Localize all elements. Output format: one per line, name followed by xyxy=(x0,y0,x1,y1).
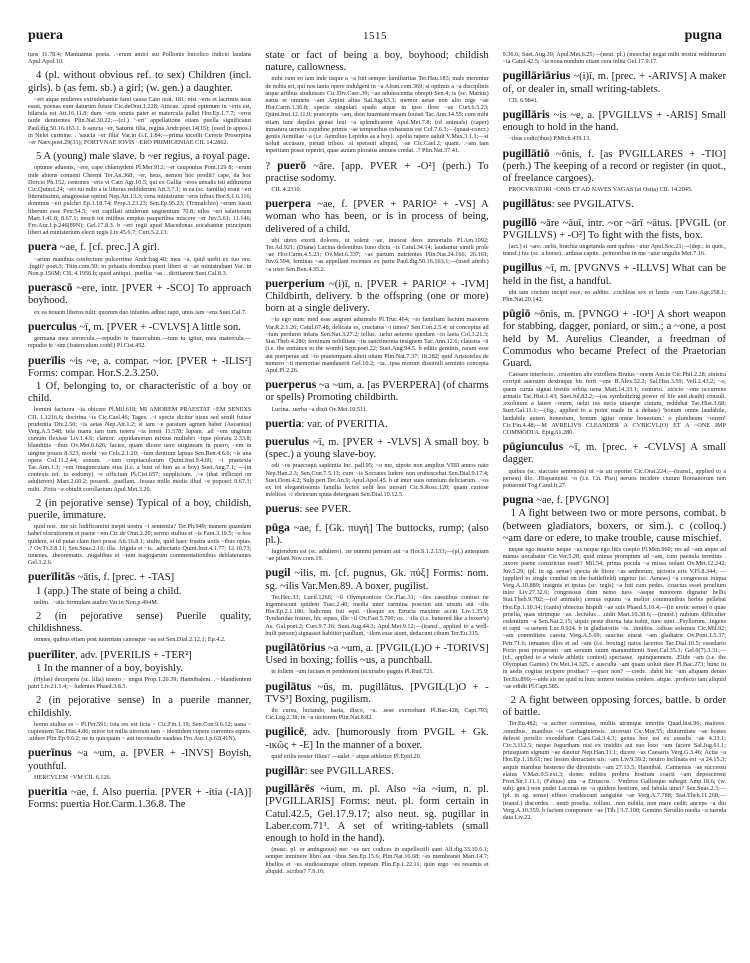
entry-definition: ~ōnis, f. [as PVGILLARES + -TIO] (perh.) The keeping of a record or register (in quot., of freelance cargoes). xyxy=(502,148,726,185)
dictionary-entry xyxy=(28,786,251,811)
entry-citations: (act.) si ~are. .uelis, brachia ungetanda sunt quibus ~atur Apul.Soc.21;—(dep.; in quot., transf.) hic (sc. a horse). .arduus capite. .primoribus in me ~atur ungulis Met.7.16. xyxy=(502,243,726,258)
dictionary-entry xyxy=(28,355,251,493)
entry-citations: quibus (sc. staccato sentences) ut ~is uti oportet Cic.Orat.224;—(transf., applied to a person) illo. .Hispaniensi ~o (i.e. Cn. Piso) neruos incidere ciuium Romanorum non potuerunt Tog.Cand.fr.27. xyxy=(502,467,726,489)
entry-sense: 2 (in pejorative sense) Typical of a boy, childish, puerile, immature. xyxy=(28,497,252,521)
dictionary-entry xyxy=(265,198,488,273)
entry-sense: 4 (pl. without obvious ref. to sex) Children (incl. girls). b (as fem. sb.) a girl; (w. gen.) a daughter. xyxy=(28,70,252,94)
entry-definition: ~ī, m. [prec. + -CVLVS] A small dagger. xyxy=(502,442,726,466)
entry-lemma: puerīliter xyxy=(28,647,76,661)
dictionary-entry xyxy=(28,282,251,316)
entry-citations: ~ibus codic(ibus) P.Mich.439.13. xyxy=(508,135,591,143)
dictionary-entry xyxy=(265,418,488,431)
entry-lemma: puera xyxy=(28,240,57,254)
entry-definition: ~ae, f. [cf. prec.] A girl. xyxy=(56,242,160,254)
dictionary-entry xyxy=(265,567,488,637)
entry-sense: 2 A fight between opposing forces, battle. b order of battle. xyxy=(502,695,726,719)
entry-lemma: pugilātōrius xyxy=(265,640,326,654)
entry-citations: PROCVRATORI ~ONIS ET AD NAVES VAGAS (at Ostia) CIL 14.2045. xyxy=(508,186,693,194)
entry-citations: optume aduenis, ~ere, cape chlamydem Pl.Mer.912; ~er cauponius Pom.129 8; ~erum inde abiens conueni Chremi Ter.An.368; ~er, heus, nemon hoc prodit? cape, da hoc Dorcio Ph.152; centones ~eris vi Cato Agr.10.5; qui ex Gallia ~eros uenalis isti adduxerat Cic.Quinct.24; ~eri tui mihi a te litteras reddiderunt Att.3.7.1; in ea (sc. familia) erant ~eri litteratissimi, anagnostae optimi Nep.Att.13.3; cena ministratur ~eris tribus Hor.S.1.6.116; dominus ~eri pulchri Ep.1.18.74; Prop.3.23.23; Sen.Ep.95.23; (Trimalchio) ~erum iussit liberum esse Petr.54.5; ~eri capillati attulerunt unguentum 70.8; uiles ~eri salariorum Mart.1.41.8; 8.67.1; nescit tot milibus emptus pauperibus miscere ~er Juv.5.61; 11.146; Fro.Aur.1.p.246(89N); Gel.17.8.3. b ~eri regii apud Macedonas uocabantur principum liberi ad ministerium electi regis Liv.45.6.7; Curt.5.2.13. xyxy=(28,164,252,237)
dictionary-entry xyxy=(28,695,251,742)
dictionary-entry xyxy=(503,262,726,303)
entry-lemma: pugillus xyxy=(502,261,542,275)
dictionary-entry xyxy=(503,695,726,821)
entry-heading xyxy=(28,321,251,334)
dictionary-entry xyxy=(265,783,488,875)
entry-heading xyxy=(265,567,488,592)
entry-citations: Ter.Eu.482; ~a acriter commissa, multis utrimque interitis Quad.hist.96; maiores. .omnibus. .manibus ~is Carthaginiensis. .uicerunt Cic.Mur.55; diuturnitate ~ae hostes defessi proelio excedebant Caes.Gal.3.4.3; genus hoc est ex essedis ~ae 4.33.1; Civ.3.112.5; neque Iugurtham nisi ex insidiis aut suo loco ~am facere Sal.Jug.61.1; priusquam signum ~ae daretur Nep.Han.11.1; dicere ~as Caesaris Verg.G.3.46; Actia ~a Hor.Ep.1.18.61; nec hostes detractare uis: ~am Liv.9.39.2; neutro inclinata est ~a 24.15.3; aequis manibus hesterno die diremistis ~am 27.13.5; Hannibal. .Cannensis ~ae successu elatus V.Max.9.5.ext.3; donec milites probris hostium coacti ~am deposcerent Fron.Str.1.11.1; (Fabius) una ~a Etruscos. . Vmbros Gallosque subegit Amp.18.6; (w. subj. gen.) non pudet Laconas ne ~a quidem hostium, sed fabula uinci? Sen.Suas.2.3;—(pl. in sg. sense) effuso crudescunt sanguine ~ae Verg.A.7.788; Stat.Theb.11.268;—(transf.) discordes. . uenti proelia. .tollunt. .non nubila, non mare cedit; anceps ~a diu Verg.A.10.359. b faciem componere ~ae [Tib.] 3.7.100; Gemino Seruilio media ~a tuenda data Liv.22. xyxy=(502,720,726,822)
dictionary-entry xyxy=(503,217,726,258)
entry-heading xyxy=(503,70,726,95)
entry-definition: ~ātis, f. [prec. + -TAS] xyxy=(75,572,175,584)
dictionary-entry xyxy=(265,726,488,760)
entry-citations: uelim. .~atis formulam audire Var.in Non.p.494M. xyxy=(34,598,159,606)
entry-citations: te follem ~um faciam et pendentem incursabo pugnis Pl.Rud.721. xyxy=(271,668,434,676)
entry-definition: ~(i)ī, n. [PVER + PARIO² + -IVM] Childbirth, delivery. b the offspring (one or more) born at a single delivery. xyxy=(265,278,489,315)
dictionary-entry xyxy=(503,109,726,143)
entry-lemma: pūga xyxy=(265,520,290,534)
entry-definition: ~ae, f. [PVER + PARIO² + -VS] A woman who has been, or is in process of being, delivered of a child. xyxy=(265,199,489,235)
entry-heading xyxy=(265,278,488,316)
entry-citations: ~eri atque mulieres extrudebantur fami causa Cato orat. 181; nisi ~eris et lacrimis usus esset, poenas eum daturum fuisse Cic.deOrat.1.228; Atticae. .quod optimum in ~eris est, hilarula est Att.16.11.8; dum ~eris omnis pater et matercula pallet Hor.Ep.1.7.7; ~eros tarde dentientes Plin.Nat.30.22;—(cf.) '~eri' appellatione etiam puella significatur Paul.dig.50.16.163.1. b sancta ~er, Saturni filia, regina Andr.poet.14(15); (used in appos.) in Nelei carmine. . 'saucia ~er filia' Var.in G.L.1.84;—prima incedit Cereris Proserpina ~er Naev.poet.29(31); FORTVNAE IOVIS ~ERO PRIMIGENIAE CIL 14.2862. xyxy=(28,95,252,147)
entry-lemma: pugillāriārius xyxy=(502,69,571,83)
entry-citations: CIL 4.2310. xyxy=(271,186,302,194)
entry-citations: (masc. pl. or ambiguous) nec ~es nec codices in supellectili sunt Alf.dig.33.10.6.1; semper inminere libro aut ~ibus Sen.Ep.15.6; Plin.Nat.16.68; ~es membranei Mart.14.7; libellos et ~es studiosumque otium repetam Plin.Ep.1.22.11; quin ergo ~es resumis et aliquid. .scribis? 7.9.16; xyxy=(265,846,489,875)
entry-lemma: pugna xyxy=(502,493,534,507)
entry-heading xyxy=(28,786,251,811)
dictionary-entry xyxy=(265,379,488,413)
entry-definition: ~ūs, m. pugillātus. [PVGIL(L)O + -TVS³] Boxing, pugilism. xyxy=(265,681,489,705)
entry-sense: 1 A fight between two or more persons, combat. b (between gladiators, boxers, or sim.). c (colloq.) ~am dare or edere, to make trouble, cause mischief. xyxy=(502,508,726,544)
entry-definition: ~ōnis, m. [PVNGO + -IO¹] A short weapon for stabbing, dagger, poniard, or sim.; a ~one, a post held by M. Aurelius Cleander, a freedman of Commodus who became Prefect of the Praetorian Guard. xyxy=(502,309,726,370)
dictionary-entry xyxy=(28,321,251,350)
entry-citations: 9.36.6; Suet.Aug.39; Apul.Met.6.25;—(neut. pl.) (moecha) negat mihi nostra redditurum ~ia Catul.42.5; ~ia noua nondum etiam cera inlita Gel.17.9.17. xyxy=(502,51,726,66)
entry-definition: ~ī, m. [PVER + -CVLVS] A little son. xyxy=(76,321,241,333)
entry-citations: ubi iam coctum incipit esse, eo addito. .cochleas sex et lentis ~um Cato Agr.158.1; Plin.Nat.20.142. xyxy=(502,288,726,304)
entry-lemma: puerō xyxy=(277,158,307,172)
dictionary-entry xyxy=(503,51,726,65)
entry-sense: 1 Of, belonging to, or characteristic of a boy or child. xyxy=(28,380,252,405)
entry-citations: tuos 11.78.4; Mantuanus poeta. .~erum amici sui Pollionis bucolico indicio laudans Apul.Apol.10. xyxy=(28,51,252,66)
entry-lemma: puerperus xyxy=(265,378,317,392)
entry-citations: ubi utero exorti dolores, ut solent ~ae, inuocat deos inmortalis Pl.Am.1092; Ter.Ad.921; (Diana) Lucina dolentibus Iuno dicta ~is Catul.34.14; laudantur simili prole ~ae Hor.Carm.4.5.23; Ov.Met.6.337; ~as partum nutrientes Plin.Nat.24.166; 26.161; Juv.6.594; feminas ~as appellant recentes ex partu Paul.dig.50.16.163.1;—(used attrib.) ~a uxor Sen.Ben.4.35.2. xyxy=(265,236,489,273)
entry-heading xyxy=(265,436,488,461)
entry-heading xyxy=(503,109,726,134)
entry-lemma: puerīlitās xyxy=(28,570,76,584)
dictionary-entry xyxy=(28,747,251,781)
entry-heading: state or fact of being a boy, boyhood; childish nature, callowness. xyxy=(265,50,489,74)
entry-definition: ~ere, intr. [PVER + -SCO] To approach boyhood. xyxy=(28,283,252,307)
entry-definition: ~is ~e, a. compar. ~ior. [PVER + -ILIS²] Forms: compar. Hor.S.2.3.250. xyxy=(28,355,252,379)
entry-definition: ~āre. [app. PVER + -O²] (perh.) To practise sodomy. xyxy=(265,160,489,184)
left-running-headword: puera xyxy=(28,28,63,43)
dictionary-entry xyxy=(28,241,251,277)
entry-definition: ~a ~um, a. [PVGIL(L)O + -TORIVS] Used in boxing; follis ~us, a punchball. xyxy=(265,642,489,667)
entry-heading xyxy=(503,148,726,186)
entry-citations: mihi cum eo iam inde usque a ~a fuit semper familiaritas Ter.Hau.183; male merentur de nobis eri, qui nos tanto opere indulgent in ~a Afran.com.369; si optimis a ~a disciplinis atque artibus studuisses Cic.Div.Caec.39; ~ae adulescentia obrepit Sen.4; is (sc. Marius) natus et omnem ~am Arpini altus Sal.Jug.63.3; memor aetae non alio rege ~ae Hor.Carm.1.36.8; specie singulari spado atque in ipso flore ~ae Curt.6.5.23; Quint.Inst.12.11.9; praeceptis ~am, dein iuuentam meam fouisti Tac.Ann.14.55; cum mihi etiam tunc depiles genae leui ~a splendicarent Apul.Met.7.8; (of animals) (caper) inmatura ueneris cupidine primis ~ae temporibus exhaustus est Col.7.6.3;—(quasi-concr.) gentis Aemiliae ~a (i.e. Aemilius Lepidus as a boy). .spolia rapere ualuit V.Max.3.1.1;—si uoluit accusare, pietati tribuo. .si sperauit aliquid, ~ae Cic.Cael.2; quam. .~am tam inperitam posse reperiri, quae auium ploratus annuos credat. .? Plin.Nat.37.41. xyxy=(265,75,489,155)
entry-definition: : see PVER. xyxy=(299,504,351,516)
dictionary-entry xyxy=(265,278,488,374)
column-left xyxy=(28,50,251,960)
entry-definition: ~āre ~āuī, intr. ~or ~ārī ~ātus. [PVGIL (or PVGILLVS) + -O²] To fight with the fists, box. xyxy=(502,217,726,241)
entry-heading xyxy=(28,649,251,662)
entry-definition: ~ī, m. [PVER + -VLVS] A small boy. b (spec.) a young slave-boy. xyxy=(265,436,489,461)
dictionary-entry xyxy=(503,308,726,436)
dictionary-entry xyxy=(265,160,488,194)
entry-heading xyxy=(265,765,488,778)
entry-lemma: pūgiō xyxy=(502,307,531,321)
dictionary-entry xyxy=(265,436,488,498)
entry-heading xyxy=(265,681,488,706)
entry-citations: Caesare interfecto. .cruentum alte extollens Brutus ~onem Ant.in Cic.Phil.2.28; sinistra corripit auersum dextraque bis ferit ~one B.Alex.52.2; Sal.Hist.3.59; Vell.2.43.2; ~o, quem curua signat breuis orbita uena Mart.14.33.1; centurio. .stricto ~one occurrens armatis Tac.Hist.1.43; Suet.Jul.82.2;—(as symbolizing power of life and death) consuli. .exolutum a latere ~onem, uelut ius necis uitaeque ciuium, reddebat Tac.Hist.3.68; Suet.Gal.11.1;—(fig., applied to a point made in a debate) 'bonum omne laudabile, laudabile autem honestum, bonum igitur omne honestum.' o plumbeum ~onem! Cic.Fin.4.48;—M AVRELIVS CLEANDER A CVBICVL(O) ET A ~ONE IMP COMMODI A. Epig.61.280. xyxy=(502,371,726,436)
entry-lemma: pugillātus xyxy=(502,197,552,211)
entry-citations: neque ego insanio neque ~as neque ego litis coepio Pl.Men.960; res ad ~am atque ad manus uocabatur Cic.Ver.5.28; quid minus promptum ad ~am, cum paenula inretitus . .uxore paene constrictus esset? Mil.54; prima pocula ~a missa uolant Ov.Met.12.242; Juv.5.29; (pl. in sg. sense) specta de litore ~as amborum; uictoris eris V.Fl.8.344; —(applied to single combat on the battlefield) urgetur (sc. Aeneas) ~a congressus iniqua Verg.A.10.889; insignis et ipsius (sc. regis) ~a fuit cum pedes. .coactus esset proelium inire Liv.27.32.6; congressus dum nemo tuos ~asque minorem dignatur bellis Stat.Theb.9.782;—(of animals) ceruus equum ~a melior communibus herbis pellebat Hor.Ep.1.10.34; (canis) obiectus hispidi ~ae suis Phaed.5.10.4;—(in erotic sense) o quae proelia, quas utrimque ~as. .lectulus . .uidit Mart.10.38.6;—(transf.) nubium difficulter cedentium ~a Sen.Nat.2.15; siquis peste diurna fata trahit, tunc sunt. .Psyllorum. .ingens et rapti ~a ueneni Luc.9.924. b in gladiatoriis ~is. .timidos. .odisse solemus Cic.Mil.92; ~am committere caestu Verg.A.5.69; saucius eiurat ~am gladiator Ov.Pont.1.5.37; Petr.71.6; inmanes illos et ad ~am (i.e. boxing) natos lacertos Tac.Dial.10.5; essedario Porio post prosperam ~am seruum suum manumittenti Suet.Cal.35.3; Gel.6(7).3.31;—(cf., applied to a whole athletic contest) spectasse. .quinquennem. .Elide ~am (i.e. the Olympian Games) Ov.Met.14.325. c ausculta ~am quam uoluit dare Pl.Bac.273; hunc tu in aedis cogitas recipere posthac? —quor non? —crede. .dabit hic ~am aliquam denuo Ter.Eu.899;—uide sis ne quid tu huic temere insistas credere. atque. .profecto iam aliquid ~ae edidit Pl.Capt.585. xyxy=(502,545,726,690)
entry-heading xyxy=(265,783,488,845)
dictionary-entry xyxy=(265,50,488,155)
entry-heading xyxy=(265,726,488,751)
entry-heading xyxy=(265,418,488,431)
page-number: 1515 xyxy=(363,30,387,42)
entry-lemma: puerperium xyxy=(265,276,325,290)
entry-lemma: puerascō xyxy=(28,281,73,295)
entry-sense: 1 (app.) The state of being a child. xyxy=(36,585,182,597)
dictionary-entry xyxy=(28,649,251,691)
entry-citations: ~arum manibus confectum pulcerrime Andr.frag.40; mea ~a, quid uerbi ex tuo ore. .fugit? poet.3; Titin.com.50; in priuatis domibus pueri liberi et ~ae ministrabant Var. in Non.p.156M; CIL 4.1956.b; quod antiqui. .puellas ~as . .dictitarent Suet.Cal.8.3. xyxy=(28,255,252,278)
entry-citations: ~io ego nunc med esse aegram adsimulo Pl.Truc.464; ~io familiam faciunt maiorem Var.R.2.1.26; Catul.67.48; delicata es, cruciatus ~i times? Sen.Con.2.5.4; ut conceptus ad ~ium perduret infans Sen.Nat.3.27.2; tellus. .uelut aeterno quodam ~io laeta Col.3.21.3; Stat.Theb.4.280; feminum nobilitate ~iis sanctimonia insignem Tac.Ann.12.6; claustra ~ii (i.e. the entrance to the womb) Sept.poet.22; Suet.Aug.94.5. b editis geminis, raram esse aut puerperae aut ~io praeterquam alteri uitam Plin.Nat.7.37; 18.282; quid Aristoteles de numero ~ii memoriae mandauerit Gel.10.2; ~ia. .ipsa morum dissimili seminio concepta Apul.Pl.2.26. xyxy=(265,316,489,374)
entry-heading xyxy=(28,282,251,307)
entry-lemma: pugillārēs xyxy=(265,782,315,796)
entry-heading xyxy=(265,642,488,667)
dictionary-entry xyxy=(503,441,726,489)
entry-definition: ~a ~um, a. [as PVERPERA] (of charms or spells) Promoting childbirth. xyxy=(265,380,489,404)
entry-definition: , adv. [humorously from PVGIL + Gk. -ικῶς + -E] In the manner of a boxer. xyxy=(265,727,489,751)
dictionary-entry xyxy=(503,70,726,104)
entry-heading xyxy=(503,262,726,287)
column-middle xyxy=(265,50,488,960)
entry-heading xyxy=(28,747,251,772)
entry-citations: odi ~os praecoqui sapientia Inc. pall.95; ~o me, utpote non amplius VIIII annos nato Nep.Han.2.3; Sen.Con.7.5.13; cum ~is Socrates ludere non erubescebat Sen.Dial.9.17.4; Suet.Dom.4.2; Sulp.peri.Ter.An.9; Apul.Apol.45. b ut inter suos omnium deliciarum. .~os ex tot elegantissimis familia lectos uelit hos uersari Cic.S.Rosc.120; quam curiose infelices ~i ebriorum sputa detergeant Sen.Dial.10.12.5. xyxy=(265,462,489,499)
entry-citations: HERCVLEM ~VM CIL 6.126. xyxy=(34,773,112,781)
entry-citations: omnes, quibus etiam post iuuentam canosque ~as est Sen.Dial.2.12.1; Ep.4.2. xyxy=(34,636,226,644)
entry-heading xyxy=(28,241,251,254)
entry-definition: ~is ~e, a. [PVGILLVS + -ARIS] Small enough to hold in the hand. xyxy=(502,110,726,134)
entry-definition: , adv. [PVERILIS + -TER²] xyxy=(75,649,192,661)
entry-definition: ~ae, f. Also puertia. [PVER + -itia (-IA)] Forms: puertia Hor.Carm.1.36.8. The xyxy=(28,787,252,811)
entry-lemma: pugillāris xyxy=(502,108,550,122)
dictionary-entry xyxy=(28,51,251,65)
entry-lemma: puerus xyxy=(265,502,300,516)
right-running-headword: pugna xyxy=(684,28,722,43)
dictionary-entry xyxy=(28,571,251,606)
entry-definition: ~ae, f. [PVGNO] xyxy=(533,495,610,507)
entry-definition: : see PVGILLARES. xyxy=(304,766,394,778)
entry-lemma: puerīlis xyxy=(28,353,66,367)
entry-definition: ~(i)ī, m. [prec. + -ARIVS] A maker of, or dealer in, small writing-tablets. xyxy=(502,71,726,95)
dictionary-entry xyxy=(265,642,488,676)
entry-lemma: pugil xyxy=(265,566,291,580)
dictionary-entry xyxy=(28,151,251,236)
entry-lemma: pugillātiō xyxy=(502,146,550,160)
entry-heading xyxy=(503,441,726,466)
entry-lemma: pugilātus xyxy=(265,679,312,693)
entry-lemma: puerculus xyxy=(28,319,77,333)
dictionary-entry xyxy=(503,148,726,194)
entry-lemma: pugillār xyxy=(265,764,305,778)
dictionary-entry xyxy=(28,611,251,644)
entry-sense: 2 (in pejorative sense) In a puerile manner, childishly. xyxy=(28,695,252,719)
entry-lemma: puerpera xyxy=(265,197,312,211)
entry-citations: CIL 6.9841. xyxy=(508,96,539,104)
entry-definition: ~ilis, m. [cf. pugnus, Gk. πύξ] Forms: nom. sg. ~ilis Var.Men.89. A boxer, pugilist. xyxy=(265,568,489,592)
dictionary-entry xyxy=(265,765,488,778)
entry-citations: germana mea sororcula.—repudio te fraterculum.—tum tu igitur, mea matercula.—repudio te ~um (fraterculum codd.) Pl.Cist.452. xyxy=(28,335,252,350)
page-header xyxy=(28,28,722,44)
entry-citations: homini facinora ~ia obicere Pl.Mil.618; MI AMOREM PRAESTAT ~EM SENEXS CIL 1.1216.6; doctrina ~is Cic.Cael.46; Tages. .~i specie dicitur uisus sed senili fuisse prudentia Div.2.50; ~is aetas Nep.Att.1.2; si iam ~e paratum agmen habet (Ascanius) Verg.A.5.548; tela manu iam tum tenera ~ia torsit 11.578; lupam. .ad ~em ungitum cursum flexisse Liv.1.4.6; clamor. .oppidanorum mixtus muliebri ~ique ploratu 2.33.8; blanditiis ~ibus Ov.Met.6.626; facies, quam dicere uere uirgineam in puero, ~em in uirgine possis 8.323; morbi ~es Cels.2.1.20; ~ium dentium lapsus Sen.Ben.4.6.6; ~is una opera Col.11.2.44; sonum. .~ium crepitaculorum Quint.Inst.9.4.66; ~i praetexta Tac.Ann.1.3; ~em imaguncuiam eius (i.e. a bust of him as a boy) Suet.Aug.7.1; —(in contexts ref. to sodomy) ~e officium Pl.Cist.657; supplicium. .~e (that inflicted on adulterers) Mart.2.60.2; possedi. .puellam. .fessus mille modis illud ~e poposci 9.67.3; mihi. .Fotis ~e obtulit corollarium Apul.Met.3.20. xyxy=(28,406,252,493)
entry-definition: ~ī, m. [PVGNVS + -ILLVS] What can be held in the fist, a handful. xyxy=(502,263,726,287)
entry-citations: Ter.Hec.33; Lucil.1266; ~il Olympionices Cic.Flac.31; ~iles caestibus contusi ne ingemescunt quidem Tusc.2.40; media inter carmina poscunt aut ursum aut ~ilis Hor.Ep.2.1.186; ludicrum fuit equi ~ilesque ex Etruria maxime acciti Liv.1.35.9; Tyndaridae fratres, hic eques, ille ~il Ov.Fast.5.700; os. .~ilis (i.e. battered like a boxer's) As. Gal.poet.2; Curt.9.7.16; Suet.Aug.44.3; Apul.Met.9.12;—(transf., applied to a well-built person) signasset habitior paullum, ~ilem esse aiunt, deducunt cibum Ter.Eu.315. xyxy=(265,593,489,637)
entry-lemma: pugillō xyxy=(502,215,537,229)
entry-heading xyxy=(265,503,488,516)
dictionary-entry xyxy=(265,503,488,516)
entry-definition: ~ae, f. [Gk. πυγή] The buttocks, rump; (also pl.). xyxy=(265,522,489,546)
entry-citations: quid nos. .me sic ludificamini inepti uostra ~i sententia? Ter.Ph.949; inanem quandam habet elocutionem et paene ~em Cic.de Orat.2.20; sermo stultus et ~is Fam.3.10.5; ~e hoc quidem, si id putat clam fieri posse Att.16.8.1; stulte, quid haec frustra uotis ~ibus optas. .? Ov.Tr.3.8.11; Sen.Suas.2.16; illa. .frigida et ~is. .adiectatio Quint.Inst.4.1.77; 12.10.73; iuuenes. .theorematis. .nugalibus et ~ium isagogarum commentationibus deblaterantes Gel.1.2.6. xyxy=(28,523,252,567)
entry-heading xyxy=(265,522,488,547)
entry-citations: (Hylas) decerpens (sc. lilia) tenero ~ ungui Prop.1.20.39; Hannibalem. .~ blandientem patri Liv.21.1.4; ~ ludentes Phaed.3.8.5. xyxy=(28,676,252,691)
entry-sense: 5 A (young) male slave. b ~er regius, a royal page. xyxy=(36,151,250,163)
entry-citations: fugiendum est (sc. adultero). .ne nummi pereant aut ~a Hor.S.1.2.133;—(pl.) antequam ~ae pilant Nov.com.19. xyxy=(265,547,489,563)
entry-heading xyxy=(28,355,251,380)
entry-citations: ibi cursu, luctando, hasta, disco, ~u. .sese exercebant Pl.Bac.428; Capt.793; Cic.Leg.2.38; in ~u uictorem Plin.Nat.8.82. xyxy=(265,707,489,722)
entry-citations: quid erilis noster filius? —ualet ~ atque athletice Pl.Epid.20. xyxy=(271,752,422,760)
entry-heading xyxy=(503,494,726,507)
entry-heading xyxy=(503,217,726,242)
entry-prefix: ? xyxy=(265,160,278,172)
entry-heading xyxy=(265,160,488,185)
entry-lemma: puerīnus xyxy=(28,746,72,760)
entry-sense: 2 (in pejorative sense) Puerile quality, childishness. xyxy=(28,610,252,635)
dictionary-columns xyxy=(28,50,726,960)
entry-definition: : var. of PVERITIA. xyxy=(301,418,388,430)
entry-heading xyxy=(265,379,488,404)
dictionary-entry xyxy=(265,681,488,722)
dictionary-entry xyxy=(503,494,726,690)
dictionary-entry xyxy=(503,198,726,211)
entry-lemma: pugilicē xyxy=(265,725,304,739)
entry-sense: 1 In the manner of a boy, boyishly. xyxy=(36,662,184,674)
entry-citations: ex ea nouem liberos tulit: quorum duo infantes adhuc rapti, unus iam ~ens Suet.Cal.7. xyxy=(34,308,247,316)
entry-lemma: puerulus xyxy=(265,434,310,448)
entry-heading xyxy=(503,308,726,370)
dictionary-entry xyxy=(28,498,251,567)
dictionary-entry xyxy=(28,70,251,146)
dictionary-entry xyxy=(265,522,488,563)
entry-heading xyxy=(503,198,726,211)
entry-definition: ~ium, m. pl. Also ~ia ~ium, n. pl. [PVGILLARIS] Forms: neut. pl. form certain in Catul.42.5, Gel.17.9.17; also neut. sg. pugillar in Laber.com.71¹. A set of writing-tablets (small enough to hold in the hand). xyxy=(265,784,489,845)
entry-definition: : see PVGILATVS. xyxy=(551,199,634,211)
entry-lemma: puertia xyxy=(265,416,302,430)
entry-lemma: pūgiunculus xyxy=(502,440,564,454)
entry-heading xyxy=(265,198,488,236)
entry-citations: Lucina. .uerba ~a dixit Ov.Met.10.511. xyxy=(271,405,368,413)
entry-heading xyxy=(28,571,251,584)
entry-citations: homo stultus es ~ Pl.Per.591; tota res est ficta ~ Cic.Fin.1.19; Sen.Con.9.6.12; uana ~ cupientem Tac.Hist.4.86; miror tot milia uirorum tam ~ identidem cupere currentes equos. .uidere Plin.Ep.9.6.2; ne tu quicquam ~ aut inconsulte suadeas Fro.Aur.1.p.62(41N). xyxy=(28,720,252,743)
entry-lemma: pueritia xyxy=(28,785,68,799)
entry-definition: ~a ~um, a. [PVER + -INVS] Boyish, youthful. xyxy=(28,748,252,772)
column-right xyxy=(503,50,726,960)
